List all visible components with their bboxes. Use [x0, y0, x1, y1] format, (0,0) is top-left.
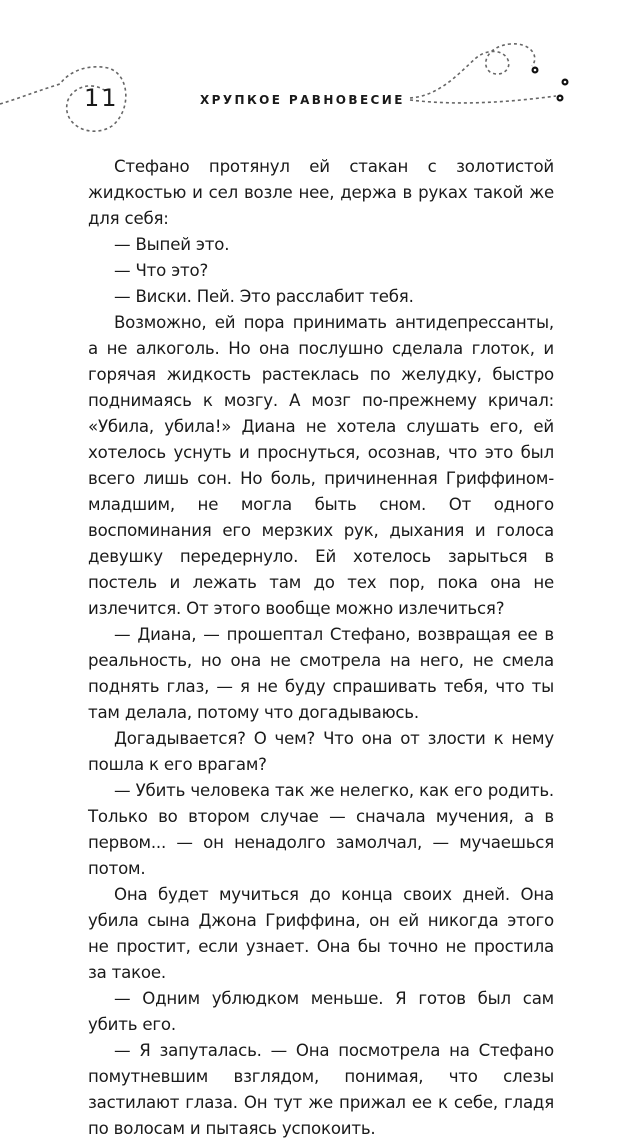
paragraph: — Я запуталась. — Она посмотрела на Стефано помутневшим взглядом, понимая, что слезы застилают глаза. Он тут же прижал ее к себе, гладя по волосам и пытаясь успокоить. — [88, 1041, 554, 1138]
paragraph: Возможно, ей пора принимать антидепрессанты, а не алкоголь. Но она послушно сделала глоток, и горячая жидкость растеклась по желудку, быстро поднимаясь к мозгу. А мозг по-прежнему кричал: «Убила, убила!» Диана не хотела слушать его, ей хотелось уснуть и проснуться, осознав, что это был всего лишь сон. Но боль, причиненная Гриффином-младшим, не могла быть сном. От одного воспоминания его мерзких рук, дыхания и голоса девушку передернуло. Ей хотелось зарыться в постель и лежать там до тех пор, пока она не излечится. От этого вообще можно излечиться? — [88, 313, 554, 618]
page-number: 11 — [84, 84, 119, 112]
paragraph: — Виски. Пей. Это расслабит тебя. — [114, 287, 414, 306]
paragraph: Она будет мучиться до конца своих дней. Она убила сына Джона Гриффина, он ей никогда этого не простит, если узнает. Она бы точно не простила за такое. — [88, 885, 554, 982]
paragraph: — Убить человека так же нелегко, как его родить. Только во втором случае — сначала мучения, а в первом... — он ненадолго замолчал, — мучаешься потом. — [88, 781, 554, 878]
running-title: ХРУПКОЕ РАВНОВЕСИЕ — [200, 93, 405, 107]
dotted-swirl-ornament — [0, 0, 644, 160]
paragraph: Стефано протянул ей стакан с золотистой жидкостью и сел возле нее, держа в руках такой же для себя: — [88, 157, 554, 228]
paragraph: — Диана, — прошептал Стефано, возвращая ее в реальность, но она не смотрела на него, не смела поднять глаз, — я не буду спрашивать тебя, что ты там делала, потому что догадываюсь. — [88, 625, 554, 722]
paragraph: — Одним ублюдком меньше. Я готов был сам убить его. — [88, 989, 554, 1034]
paragraph: Догадывается? О чем? Что она от злости к нему пошла к его врагам? — [88, 729, 554, 774]
paragraph: — Что это? — [114, 261, 209, 280]
body-text — [88, 154, 554, 1142]
paragraph: — Выпей это. — [114, 235, 230, 254]
